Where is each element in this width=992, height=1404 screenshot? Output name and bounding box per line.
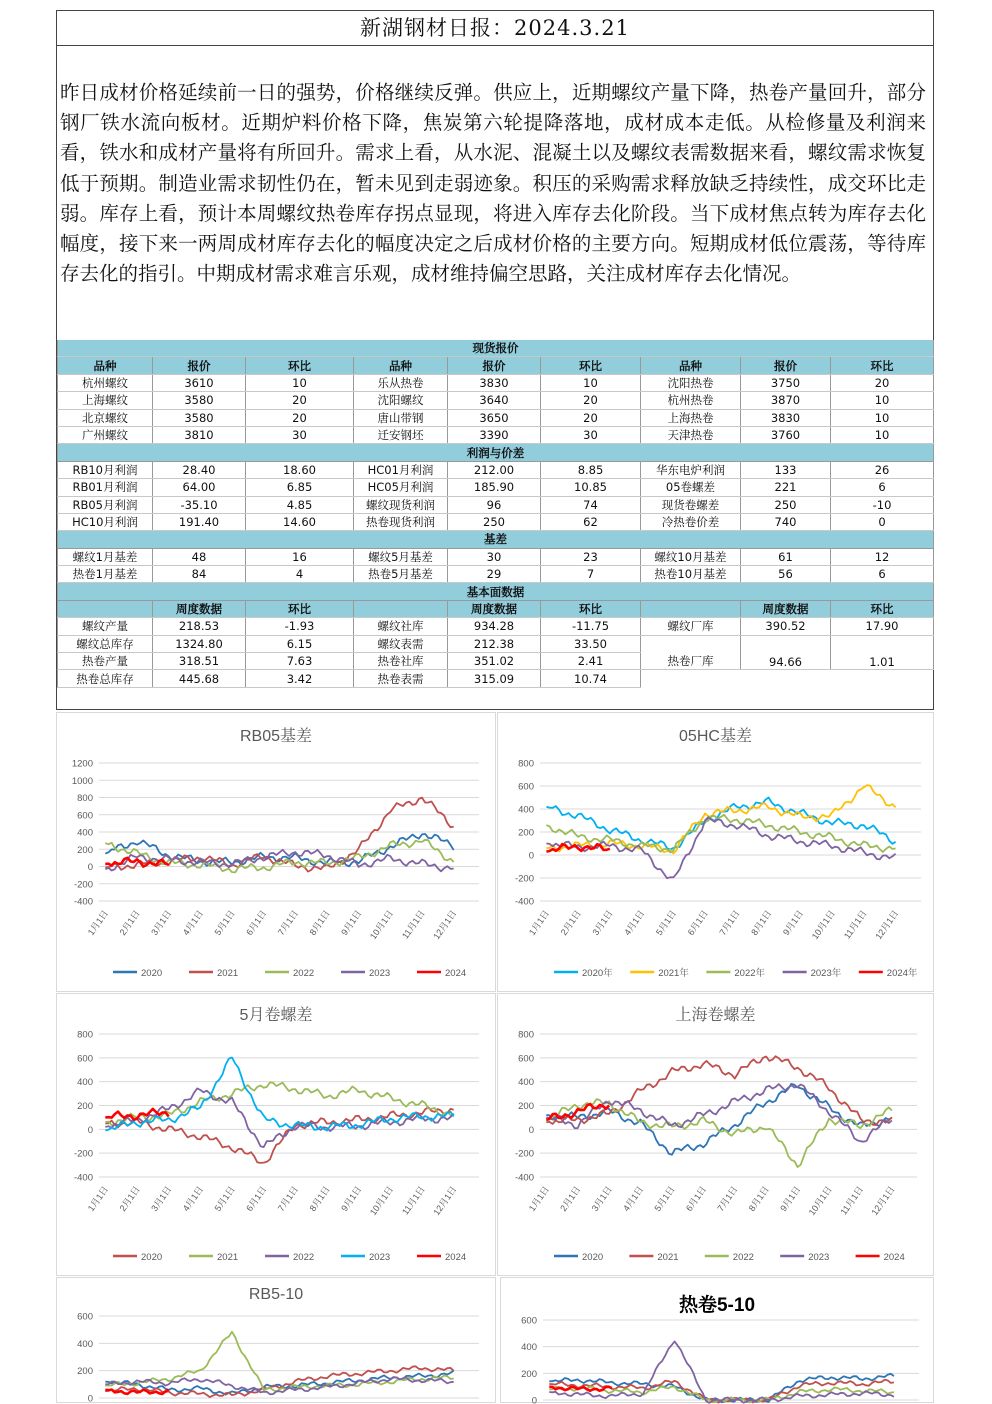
table-cell: 1324.80 <box>153 635 246 652</box>
chart-rb5-10 <box>56 1277 496 1403</box>
section-title: 基本面数据 <box>58 583 934 600</box>
table-cell: 报价 <box>448 357 541 374</box>
table-cell: 10 <box>246 374 354 391</box>
chart-shanghai-coil-rebar-spread <box>497 993 934 1276</box>
table-cell: 1.01 <box>831 635 934 670</box>
table-cell: 报价 <box>153 357 246 374</box>
chart-05hc-basis <box>497 712 934 992</box>
y-tick-label: 400 <box>77 828 93 839</box>
table-cell: 乐从热卷 <box>354 374 448 391</box>
table-cell: 212.00 <box>448 461 541 478</box>
table-cell: RB10月利润 <box>58 461 153 478</box>
table-cell: 2.41 <box>541 653 641 670</box>
x-tick-label: 1月1日 <box>86 1184 110 1213</box>
table-cell: 螺纹1月基差 <box>58 548 153 565</box>
table-cell: 6 <box>831 566 934 583</box>
table-cell: 390.52 <box>741 618 831 635</box>
y-tick-label: -400 <box>515 1173 534 1184</box>
table-cell: 20 <box>541 409 641 426</box>
y-tick-label: 600 <box>518 1053 534 1064</box>
y-tick-label: 600 <box>518 782 534 793</box>
section-fundamentals <box>58 583 934 600</box>
legend-label: 2024 <box>445 968 466 979</box>
legend-label: 2024年 <box>887 967 918 979</box>
series-line <box>105 1082 453 1125</box>
table-cell: 华东电炉利润 <box>641 461 741 478</box>
x-tick-label: 8月1日 <box>747 1184 771 1213</box>
table-cell: 8.85 <box>541 461 641 478</box>
y-tick-label: 800 <box>77 1030 93 1041</box>
table-cell: 30 <box>448 548 541 565</box>
x-tick-label: 5月1日 <box>654 908 678 937</box>
table-cell: 30 <box>541 426 641 443</box>
table-cell: 3.42 <box>246 670 354 687</box>
x-tick-label: 3月1日 <box>149 908 173 937</box>
table-cell: 天津热卷 <box>641 426 741 443</box>
table-cell: 3640 <box>448 392 541 409</box>
y-tick-label: 0 <box>88 1394 93 1404</box>
table-cell: 26 <box>831 461 934 478</box>
y-tick-label: 200 <box>77 845 93 856</box>
x-tick-label: 7月1日 <box>276 908 300 937</box>
section-title: 利润与价差 <box>58 444 934 461</box>
table-cell: 螺纹现货利润 <box>354 496 448 513</box>
x-tick-label: 6月1日 <box>244 1184 268 1213</box>
table-cell: 185.90 <box>448 479 541 496</box>
table-row <box>58 479 934 496</box>
legend-label: 2024 <box>884 1252 905 1263</box>
x-tick-label: 3月1日 <box>149 1184 173 1213</box>
section-title: 基差 <box>58 531 934 548</box>
legend-label: 2021 <box>217 1252 238 1263</box>
y-tick-label: 400 <box>77 1339 93 1350</box>
y-tick-label: 800 <box>518 1030 534 1041</box>
table-cell: 3830 <box>448 374 541 391</box>
series-line <box>546 817 895 878</box>
x-tick-label: 2月1日 <box>558 1184 582 1213</box>
table-cell: 61 <box>741 548 831 565</box>
table-cell: 4.85 <box>246 496 354 513</box>
table-cell: 3760 <box>741 426 831 443</box>
table-cell: 62 <box>541 513 641 530</box>
y-tick-label: -200 <box>74 1149 93 1160</box>
x-tick-label: 12月1日 <box>870 1184 897 1217</box>
y-tick-label: 200 <box>518 1101 534 1112</box>
table-cell: 3810 <box>153 426 246 443</box>
x-tick-label: 4月1日 <box>622 908 646 937</box>
y-tick-label: 200 <box>77 1101 93 1112</box>
chart-title: RB05基差 <box>57 723 495 746</box>
table-cell: -10 <box>831 496 934 513</box>
y-tick-label: 400 <box>77 1077 93 1088</box>
table-cell: 热卷表需 <box>354 670 448 687</box>
table-cell: 33.50 <box>541 635 641 652</box>
legend-label: 2023 <box>808 1252 829 1263</box>
table-cell: 螺纹5月基差 <box>354 548 448 565</box>
table-cell: 杭州螺纹 <box>58 374 153 391</box>
table-cell: 上海螺纹 <box>58 392 153 409</box>
table-cell: 3610 <box>153 374 246 391</box>
y-tick-label: 400 <box>518 1077 534 1088</box>
table-cell: 环比 <box>246 357 354 374</box>
y-tick-label: 800 <box>77 793 93 804</box>
table-row <box>58 409 934 426</box>
data-table <box>57 340 934 688</box>
table-cell: 23 <box>541 548 641 565</box>
table-cell: 沈阳螺纹 <box>354 392 448 409</box>
series-line <box>549 1341 894 1402</box>
legend-label: 2021年 <box>658 967 689 979</box>
table-cell: 3580 <box>153 409 246 426</box>
table-cell: 品种 <box>641 357 741 374</box>
table-cell: RB01月利润 <box>58 479 153 496</box>
x-tick-label: 2月1日 <box>118 1184 142 1213</box>
table-cell: 94.66 <box>741 635 831 670</box>
table-cell: 热卷5月基差 <box>354 566 448 583</box>
table-row <box>58 618 934 635</box>
table-cell: 10 <box>831 392 934 409</box>
table-cell: 315.09 <box>448 670 541 687</box>
table-cell: 环比 <box>831 357 934 374</box>
x-tick-label: 11月1日 <box>400 908 427 940</box>
table-cell: 螺纹产量 <box>58 618 153 635</box>
table-cell: 18.60 <box>246 461 354 478</box>
table-cell <box>354 600 448 617</box>
table-cell: 周度数据 <box>448 600 541 617</box>
table-cell: 环比 <box>831 600 934 617</box>
section-basis <box>58 531 934 548</box>
table-cell: -35.10 <box>153 496 246 513</box>
table-cell: 133 <box>741 461 831 478</box>
table-row <box>58 392 934 409</box>
table-cell: 螺纹社库 <box>354 618 448 635</box>
x-tick-label: 11月1日 <box>400 1184 427 1216</box>
x-tick-label: 6月1日 <box>684 1184 708 1213</box>
table-cell: 7.63 <box>246 653 354 670</box>
x-tick-label: 6月1日 <box>244 908 268 937</box>
table-cell: 现货卷螺差 <box>641 496 741 513</box>
table-row <box>58 548 934 565</box>
table-cell: 16 <box>246 548 354 565</box>
table-cell: 周度数据 <box>153 600 246 617</box>
table-cell: 96 <box>448 496 541 513</box>
legend-label: 2023年 <box>811 967 842 979</box>
table-header-row <box>58 600 934 617</box>
table-cell: 螺纹10月基差 <box>641 548 741 565</box>
y-tick-label: 600 <box>521 1316 537 1327</box>
table-cell: 84 <box>153 566 246 583</box>
legend-label: 2022年 <box>734 967 765 979</box>
x-tick-label: 7月1日 <box>717 908 741 937</box>
table-cell: HC01月利润 <box>354 461 448 478</box>
y-tick-label: -200 <box>74 879 93 890</box>
section-profit-spread <box>58 444 934 461</box>
y-tick-label: -400 <box>74 1173 93 1184</box>
legend-label: 2022 <box>293 968 314 979</box>
table-cell: 12 <box>831 548 934 565</box>
table-row <box>58 426 934 443</box>
legend-label: 2020 <box>141 968 162 979</box>
table-row <box>58 496 934 513</box>
x-tick-label: 8月1日 <box>308 1184 332 1213</box>
chart-hc5-10 <box>500 1277 934 1403</box>
table-cell <box>58 600 153 617</box>
table-cell: 05卷螺差 <box>641 479 741 496</box>
table-cell: 环比 <box>541 357 641 374</box>
table-cell: 迁安钢坯 <box>354 426 448 443</box>
table-cell: 29 <box>448 566 541 583</box>
x-tick-label: 6月1日 <box>686 908 710 937</box>
x-tick-label: 7月1日 <box>715 1184 739 1213</box>
legend-label: 2023 <box>369 1252 390 1263</box>
x-tick-label: 9月1日 <box>778 1184 802 1213</box>
y-tick-label: 1000 <box>72 776 93 787</box>
table-cell: 沈阳热卷 <box>641 374 741 391</box>
table-cell: 热卷现货利润 <box>354 513 448 530</box>
y-tick-label: 0 <box>88 1125 93 1136</box>
table-cell: 10.74 <box>541 670 641 687</box>
x-tick-label: 9月1日 <box>339 1184 363 1213</box>
table-cell: 环比 <box>541 600 641 617</box>
table-cell: 螺纹表需 <box>354 635 448 652</box>
table-cell <box>641 600 741 617</box>
table-cell: 热卷1月基差 <box>58 566 153 583</box>
x-tick-label: 5月1日 <box>652 1184 676 1213</box>
report-title: 新湖钢材日报：2024.3.21 <box>56 10 934 46</box>
table-cell: 28.40 <box>153 461 246 478</box>
table-cell: 冷热卷价差 <box>641 513 741 530</box>
table-cell: 上海热卷 <box>641 409 741 426</box>
table-cell: 0 <box>831 513 934 530</box>
table-cell: 10 <box>831 409 934 426</box>
legend-label: 2022 <box>733 1252 754 1263</box>
x-tick-label: 5月1日 <box>213 908 237 937</box>
table-cell: 74 <box>541 496 641 513</box>
y-tick-label: 600 <box>77 810 93 821</box>
legend-label: 2021 <box>657 1252 678 1263</box>
table-cell: 10.85 <box>541 479 641 496</box>
y-tick-label: 0 <box>88 862 93 873</box>
table-row <box>58 374 934 391</box>
y-tick-label: 800 <box>518 759 534 770</box>
x-tick-label: 3月1日 <box>590 908 614 937</box>
y-tick-label: 600 <box>77 1312 93 1323</box>
table-cell: HC05月利润 <box>354 479 448 496</box>
x-tick-label: 1月1日 <box>527 908 551 937</box>
table-cell: 3830 <box>741 409 831 426</box>
x-tick-label: 12月1日 <box>431 908 458 941</box>
x-tick-label: 1月1日 <box>527 1184 551 1213</box>
legend-label: 2022 <box>293 1252 314 1263</box>
legend-label: 2020年 <box>582 967 613 979</box>
x-tick-label: 10月1日 <box>368 908 395 941</box>
table-cell: 64.00 <box>153 479 246 496</box>
table-cell: 20 <box>831 374 934 391</box>
table-cell: -1.93 <box>246 618 354 635</box>
legend-label: 2024 <box>445 1252 466 1263</box>
y-tick-label: 200 <box>77 1366 93 1377</box>
chart-title: 热卷5-10 <box>501 1290 933 1317</box>
series-line <box>105 1058 453 1131</box>
x-tick-label: 2月1日 <box>118 908 142 937</box>
table-cell: 3580 <box>153 392 246 409</box>
chart-title: 上海卷螺差 <box>498 1002 933 1025</box>
legend-label: 2021 <box>217 968 238 979</box>
table-cell: 318.51 <box>153 653 246 670</box>
table-cell: 221 <box>741 479 831 496</box>
table-cell: 351.02 <box>448 653 541 670</box>
table-cell: 191.40 <box>153 513 246 530</box>
x-tick-label: 1月1日 <box>86 908 110 937</box>
x-tick-label: 10月1日 <box>810 908 837 941</box>
table-row <box>58 635 934 652</box>
legend-label: 2023 <box>369 968 390 979</box>
x-tick-label: 4月1日 <box>181 908 205 937</box>
market-summary: 昨日成材价格延续前一日的强势，价格继续反弹。供应上，近期螺纹产量下降，热卷产量回升，部分钢厂铁水流向板材。近期炉料价格下降，焦炭第六轮提降落地，成材成本走低。从检修量及利润来看，铁水和成材产量将有所回升。需求上看，从水泥、混凝土以及螺纹表需数据来看，螺纹需求恢复低于预期。制造业需求韧性仍在，暂未见到走弱迹象。积压的采购需求释放缺乏持续性，成交环比走弱。库存上看，预计本周螺纹热卷库存拐点显现，将进入库存去化阶段。当下成材焦点转为库存去化幅度，接下来一两周成材库存去化的幅度决定之后成材价格的主要方向。短期成材低位震荡，等待库存去化的指引。中期成材需求难言乐观，成材维持偏空思路，关注成材库存去化情况。 <box>60 78 926 289</box>
y-tick-label: 400 <box>518 805 534 816</box>
table-cell: 热卷总库存 <box>58 670 153 687</box>
y-tick-label: 200 <box>518 828 534 839</box>
table-cell: 218.53 <box>153 618 246 635</box>
table-cell: 6.15 <box>246 635 354 652</box>
chart-may-coil-rebar-spread <box>56 993 496 1276</box>
y-tick-label: 600 <box>77 1053 93 1064</box>
x-tick-label: 12月1日 <box>431 1184 458 1217</box>
table-cell: 3870 <box>741 392 831 409</box>
table-cell: 934.28 <box>448 618 541 635</box>
y-tick-label: 0 <box>532 1396 537 1404</box>
x-tick-label: 4月1日 <box>621 1184 645 1213</box>
table-cell: 3650 <box>448 409 541 426</box>
table-cell: 20 <box>246 392 354 409</box>
y-tick-label: 400 <box>521 1342 537 1353</box>
table-cell: 10 <box>831 426 934 443</box>
y-tick-label: 200 <box>521 1369 537 1380</box>
table-cell: 热卷社库 <box>354 653 448 670</box>
chart-title: RB5-10 <box>57 1286 495 1304</box>
y-tick-label: 1200 <box>72 759 93 770</box>
table-cell: 740 <box>741 513 831 530</box>
section-title: 现货报价 <box>58 340 934 357</box>
table-cell: 250 <box>448 513 541 530</box>
y-tick-label: 0 <box>529 851 534 862</box>
table-cell: 环比 <box>246 600 354 617</box>
table-cell: 56 <box>741 566 831 583</box>
table-cell: 212.38 <box>448 635 541 652</box>
table-row <box>58 566 934 583</box>
table-cell: 报价 <box>741 357 831 374</box>
table-row <box>58 513 934 530</box>
x-tick-label: 10月1日 <box>807 1184 834 1217</box>
table-cell: 445.68 <box>153 670 246 687</box>
series-line <box>549 1374 894 1403</box>
x-tick-label: 11月1日 <box>838 1184 865 1216</box>
table-header-row <box>58 357 934 374</box>
y-tick-label: -200 <box>515 874 534 885</box>
table-cell: 螺纹总库存 <box>58 635 153 652</box>
table-cell: 6 <box>831 479 934 496</box>
table-cell: 品种 <box>58 357 153 374</box>
x-tick-label: 3月1日 <box>590 1184 614 1213</box>
x-tick-label: 4月1日 <box>181 1184 205 1213</box>
table-cell: HC10月利润 <box>58 513 153 530</box>
table-cell: 热卷厂库 <box>641 635 741 670</box>
table-cell: 6.85 <box>246 479 354 496</box>
table-cell: 3390 <box>448 426 541 443</box>
x-tick-label: 10月1日 <box>368 1184 395 1217</box>
series-line <box>105 840 453 873</box>
x-tick-label: 11月1日 <box>842 908 869 940</box>
table-cell: 品种 <box>354 357 448 374</box>
x-tick-label: 2月1日 <box>559 908 583 937</box>
table-cell: 3750 <box>741 374 831 391</box>
table-cell: 4 <box>246 566 354 583</box>
table-cell: -11.75 <box>541 618 641 635</box>
chart-title: 5月卷螺差 <box>57 1002 495 1025</box>
x-tick-label: 9月1日 <box>781 908 805 937</box>
x-tick-label: 9月1日 <box>339 908 363 937</box>
table-cell: 14.60 <box>246 513 354 530</box>
y-tick-label: -400 <box>515 897 534 908</box>
legend-label: 2020 <box>141 1252 162 1263</box>
table-cell: 250 <box>741 496 831 513</box>
table-cell: 17.90 <box>831 618 934 635</box>
table-row <box>58 670 934 687</box>
table-cell: 30 <box>246 426 354 443</box>
table-row <box>58 461 934 478</box>
table-cell: 周度数据 <box>741 600 831 617</box>
x-tick-label: 12月1日 <box>873 908 900 941</box>
x-tick-label: 8月1日 <box>308 908 332 937</box>
table-cell: 20 <box>246 409 354 426</box>
section-spot-price <box>58 340 934 357</box>
y-tick-label: 0 <box>529 1125 534 1136</box>
table-cell: 广州螺纹 <box>58 426 153 443</box>
table-cell: 热卷10月基差 <box>641 566 741 583</box>
x-tick-label: 5月1日 <box>213 1184 237 1213</box>
table-cell: 热卷产量 <box>58 653 153 670</box>
y-tick-label: -200 <box>515 1149 534 1160</box>
table-cell: RB05月利润 <box>58 496 153 513</box>
chart-title: 05HC基差 <box>498 723 933 746</box>
table-cell: 杭州热卷 <box>641 392 741 409</box>
table-cell: 北京螺纹 <box>58 409 153 426</box>
table-cell: 唐山带钢 <box>354 409 448 426</box>
table-cell: 20 <box>541 392 641 409</box>
x-tick-label: 7月1日 <box>276 1184 300 1213</box>
table-cell: 48 <box>153 548 246 565</box>
y-tick-label: -400 <box>74 897 93 908</box>
chart-rb05-basis <box>56 712 496 992</box>
x-tick-label: 8月1日 <box>749 908 773 937</box>
table-cell: 螺纹厂库 <box>641 618 741 635</box>
table-cell: 10 <box>541 374 641 391</box>
table-cell: 7 <box>541 566 641 583</box>
legend-label: 2020 <box>582 1252 603 1263</box>
